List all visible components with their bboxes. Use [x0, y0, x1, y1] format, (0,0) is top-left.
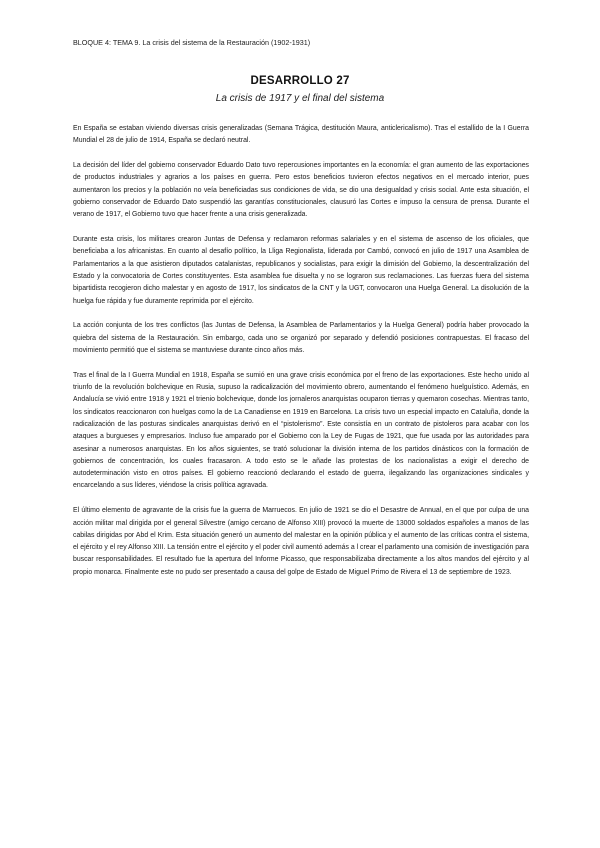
page-title: DESARROLLO 27	[250, 75, 350, 87]
paragraph-2: La decisión del líder del gobierno conservador Eduardo Dato tuvo repercusiones importantes en la economía: el gran aumento de las exportaciones de productos industriales y agrarios a los países en guerra. Pero estos beneficios tuvieron efectos negativos en el mercado interior, pues aumentaron los precios y la población no veía beneficiadas sus condiciones de vida, se dio una desigualdad y crisis social. Ante esta situación, el gobierno conservador de Eduardo Dato suspendió las garantías constitucionales, clausuró las Cortes e impuso la censura de prensa. Durante el verano de 1917, el Gobierno tuvo que hacer frente a una crisis generalizada.	[73, 162, 529, 219]
page-subtitle: La crisis de 1917 y el final del sistema	[215, 93, 385, 104]
paragraph-4: La acción conjunta de los tres conflictos (las Juntas de Defensa, la Asamblea de Parlamentarios y la Huelga General) podría haber provocado la quiebra del sistema de la Restauración. Sin embargo, cada uno se organizó por separado y defendió posiciones contrapuestas. El fracaso del movimiento permitió que el sistema se mantuviese durante cinco años más.	[73, 322, 529, 354]
paragraph-1: En España se estaban viviendo diversas crisis generalizadas (Semana Trágica, destitución Maura, anticlericalismo). Tras el estallido de la I Guerra Mundial el 28 de julio de 1914, España se declaró neutral.	[73, 125, 529, 145]
page-header: BLOQUE 4: TEMA 9. La crisis del sistema de la Restauración (1902-1931)	[73, 38, 311, 47]
paragraph-5: Tras el final de la I Guerra Mundial en 1918, España se sumió en una grave crisis económica por el freno de las exportaciones. Este hecho unido al triunfo de la revolución bolchevique en Rusia, supuso la radicalización del movimiento obrero, aumentando el fenómeno huelguístico. Además, en Andalucía se vivió entre 1918 y 1921 el trienio bolchevique, donde los jornaleros anarquistas ocuparon tierras y quemaron cosechas. Mientras tanto, los sindicatos reaccionaron con huelgas como la de La Canadiense en 1919 en Barcelona. La crisis tuvo un especial impacto en Cataluña, donde la radicalización de las posturas sindicales anarquistas derivó en el “pistolerismo”. Este consistía en un contrato de pistoleros para acabar con los ataques a burgueses y empresarios. Incluso fue amparado por el Gobierno con la Ley de Fugas de 1921, que fue usada por las autoridades para asesinar a numerosos anarquistas. En los años siguientes, se trató solucionar la división interna de los partidos dinásticos con la formación de gobiernos de concentración, los cuales fracasaron. A todo esto se le añade las protestas de los nacionalistas a exigir el derecho de autodeterminación visto en otros países. El gobierno reaccionó declarando el estado de guerra, ilegalizando las organizaciones sindicales y encarcelando a sus líderes, viéndose la crisis política agravada.	[73, 371, 529, 490]
paragraph-6: El último elemento de agravante de la crisis fue la guerra de Marruecos. En julio de 1921 se dio el Desastre de Annual, en el que por culpa de una acción militar mal dirigida por el general Silvestre (amigo cercano de Alfonso XIII) provocó la muerte de 13000 soldados españoles a manos de las cabilas dirigidas por Abd el Krim. Esta situación generó un aumento del malestar en la opinión pública y el aumento de las críticas contra el sistema, el ejército y el rey Alfonso XIII. La tensión entre el ejército y el poder civil aumentó además a l crear el parlamento una comisión de investigación para buscar responsabilidades. El resultado fue la apertura del Informe Picasso, que responsabilizaba directamente a los altos mandos del ejército y al propio monarca. Finalmente este no pudo ser presentado a causa del golpe de Estado de Miguel Primo de Rivera el 13 de septiembre de 1923.	[73, 507, 529, 576]
document-body	[73, 123, 529, 592]
paragraph-3: Durante esta crisis, los militares crearon Juntas de Defensa y reclamaron reformas salariales y en el sistema de ascenso de los oficiales, que beneficiaba a los africanistas. En cuanto al desafío político, la Lliga Regionalista, liderada por Cambó, convocó en julio de 1917 una Asamblea de Parlamentarios a la que asistieron diputados catalanistas, republicanos y socialistas, para exigir la dimisión del Gobierno, la descentralización del Estado y la convocatoria de Cortes constituyentes. Esta asamblea fue disuelta y no se lograron sus reclamaciones. Las fuerzas fuera del sistema bipartidista recogieron dicho malestar y en agosto de 1917, los sindicatos de la CNT y la UGT, convocaron una Huelga General. La disolución de la huelga fue rápida y fue duramente reprimida por el ejército.	[73, 236, 529, 305]
